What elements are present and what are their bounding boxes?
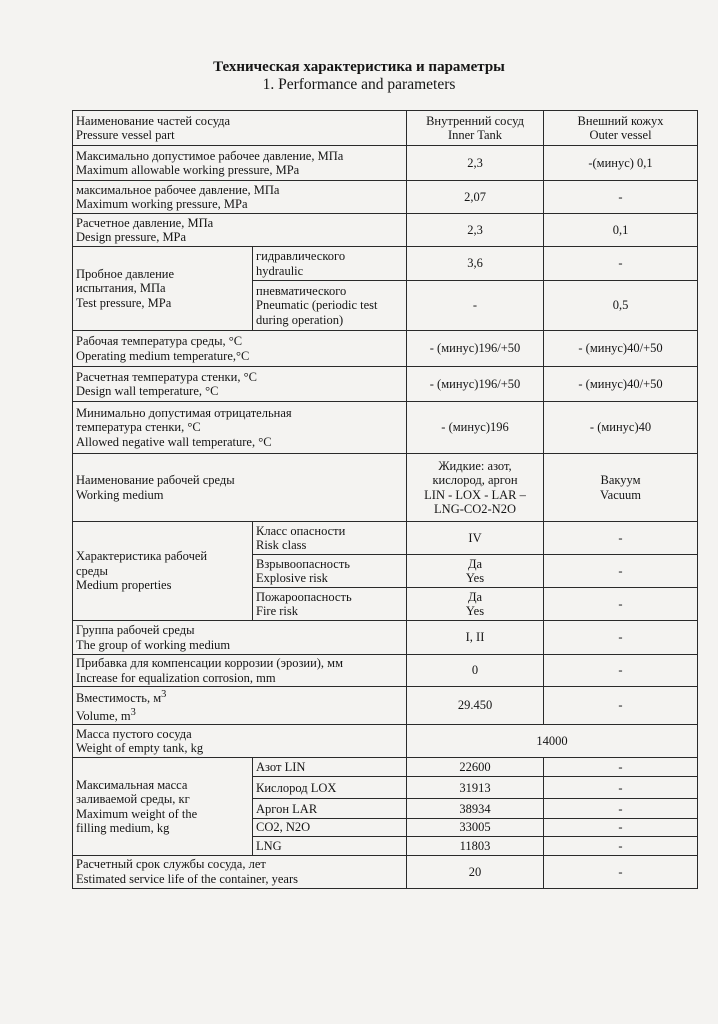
volume-inner: 29.450 bbox=[407, 687, 544, 725]
design-wall-temp-outer: - (минус)40/+50 bbox=[544, 367, 698, 402]
pneumatic-label bbox=[253, 281, 407, 331]
specification-table bbox=[72, 110, 698, 889]
design-pressure-en: Design pressure, MPa bbox=[76, 230, 187, 244]
min-wall-temp-en: Allowed negative wall temperature, °С bbox=[76, 434, 272, 449]
header-outer-ru: Внешний кожух bbox=[577, 113, 664, 128]
header-outer-cell bbox=[544, 111, 698, 146]
table-row bbox=[73, 855, 698, 888]
volume-ru-sup: 3 bbox=[161, 689, 167, 700]
design-pressure-label bbox=[73, 214, 407, 247]
filling-item-inner: 11803 bbox=[407, 836, 544, 855]
fire-risk-en: Fire risk bbox=[256, 604, 299, 618]
corrosion-ru: Прибавка для компенсации коррозии (эрозии), мм bbox=[76, 656, 343, 670]
filling-item-outer: - bbox=[544, 777, 698, 799]
design-wall-temp-ru: Расчетная температура стенки, °С bbox=[76, 369, 257, 384]
fire-risk-label bbox=[253, 588, 407, 621]
risk-class-label bbox=[253, 522, 407, 555]
pneumatic-outer: 0,5 bbox=[544, 281, 698, 331]
filling-item-inner: 33005 bbox=[407, 819, 544, 837]
table-row bbox=[73, 214, 698, 247]
volume-outer: - bbox=[544, 687, 698, 725]
explosive-inner-ru: Да bbox=[467, 556, 483, 571]
volume-en-sup: 3 bbox=[130, 706, 136, 718]
fire-risk-inner bbox=[407, 588, 544, 621]
table-row bbox=[73, 367, 698, 402]
volume-label bbox=[73, 687, 407, 725]
design-pressure-ru: Расчетное давление, МПа bbox=[76, 215, 214, 230]
filling-item-label: LNG bbox=[253, 836, 407, 855]
filling-item-label: Кислород LOX bbox=[253, 777, 407, 799]
max-working-label bbox=[73, 181, 407, 214]
empty-mass-en: Weight of empty tank, kg bbox=[76, 741, 204, 756]
filling-item-outer: - bbox=[544, 758, 698, 777]
working-medium-outer bbox=[544, 454, 698, 522]
volume-en: Volume, m bbox=[76, 708, 131, 723]
table-row bbox=[73, 247, 698, 281]
filling-item-outer: - bbox=[544, 819, 698, 837]
corrosion-outer: - bbox=[544, 655, 698, 687]
test-pressure-label bbox=[73, 247, 253, 331]
group-en: The group of working medium bbox=[76, 637, 231, 652]
min-wall-temp-ru2: температура стенки, °С bbox=[76, 420, 201, 435]
table-row bbox=[73, 402, 698, 454]
header-inner-en: Inner Tank bbox=[447, 128, 503, 142]
min-wall-temp-outer: - (минус)40 bbox=[544, 402, 698, 454]
hydraulic-ru: гидравлического bbox=[256, 249, 346, 263]
max-working-ru: максимальное рабочее давление, МПа bbox=[76, 182, 280, 197]
filling-label bbox=[73, 758, 253, 856]
explosive-risk-en: Explosive risk bbox=[256, 571, 328, 585]
header-part-en: Pressure vessel part bbox=[76, 128, 175, 142]
working-medium-outer-ru: Вакуум bbox=[600, 473, 641, 487]
max-allowable-outer: -(минус) 0,1 bbox=[544, 146, 698, 181]
pneumatic-en2: during operation) bbox=[256, 312, 344, 327]
volume-ru-line bbox=[76, 688, 403, 706]
hydraulic-inner: 3,6 bbox=[407, 247, 544, 281]
table-header-row bbox=[73, 111, 698, 146]
explosive-risk-ru: Взрывоопасность bbox=[256, 556, 350, 571]
min-wall-temp-inner: - (минус)196 bbox=[407, 402, 544, 454]
fire-inner-en: Yes bbox=[465, 604, 485, 618]
max-allowable-ru: Максимально допустимое рабочее давление, МПа bbox=[76, 148, 344, 163]
service-life-ru: Расчетный срок службы сосуда, лет bbox=[76, 857, 266, 872]
empty-mass-value: 14000 bbox=[407, 725, 698, 758]
table-row bbox=[73, 655, 698, 687]
header-part-ru: Наименование частей сосуда bbox=[76, 113, 231, 128]
operating-temp-en: Operating medium temperature,°С bbox=[76, 348, 250, 363]
risk-class-en: Risk class bbox=[256, 538, 307, 552]
table-row bbox=[73, 454, 698, 522]
corrosion-label bbox=[73, 655, 407, 687]
working-medium-en: Working medium bbox=[76, 487, 164, 502]
fire-risk-ru: Пожароопасность bbox=[256, 589, 352, 604]
filling-item-inner: 38934 bbox=[407, 799, 544, 819]
working-medium-inner1: Жидкие: азот, bbox=[438, 458, 512, 473]
medium-properties-ru2: среды bbox=[76, 563, 108, 578]
design-wall-temp-label bbox=[73, 367, 407, 402]
filling-en1: Maximum weight of the bbox=[76, 806, 198, 821]
min-wall-temp-ru1: Минимально допустимая отрицательная bbox=[76, 405, 292, 420]
volume-ru: Вместимость, м bbox=[76, 691, 162, 706]
header-outer-en: Outer vessel bbox=[589, 128, 652, 142]
working-medium-ru: Наименование рабочей среды bbox=[76, 473, 235, 487]
fire-inner-ru: Да bbox=[467, 589, 483, 604]
empty-mass-label bbox=[73, 725, 407, 758]
max-working-outer: - bbox=[544, 181, 698, 214]
medium-properties-en: Medium properties bbox=[76, 578, 172, 593]
pneumatic-ru: пневматического bbox=[256, 283, 347, 298]
design-pressure-inner: 2,3 bbox=[407, 214, 544, 247]
hydraulic-en: hydraulic bbox=[256, 263, 304, 278]
test-pressure-ru1: Пробное давление bbox=[76, 266, 175, 281]
filling-item-label: Азот LIN bbox=[253, 758, 407, 777]
working-medium-inner4: LNG-CO2-N2O bbox=[434, 502, 516, 516]
corrosion-inner: 0 bbox=[407, 655, 544, 687]
medium-properties-ru1: Характеристика рабочей bbox=[76, 549, 208, 564]
pneumatic-inner: - bbox=[407, 281, 544, 331]
table-row bbox=[73, 331, 698, 367]
table-row bbox=[73, 725, 698, 758]
table-row bbox=[73, 522, 698, 555]
risk-class-inner: IV bbox=[407, 522, 544, 555]
filling-item-outer: - bbox=[544, 836, 698, 855]
service-life-inner: 20 bbox=[407, 855, 544, 888]
service-life-outer: - bbox=[544, 855, 698, 888]
test-pressure-en: Test pressure, MPa bbox=[76, 295, 172, 310]
design-pressure-outer: 0,1 bbox=[544, 214, 698, 247]
filling-item-label: Аргон LAR bbox=[253, 799, 407, 819]
title-en: 1. Performance and parameters bbox=[262, 76, 456, 93]
header-inner-cell bbox=[407, 111, 544, 146]
title-ru: Техническая характеристика и параметры bbox=[213, 59, 505, 75]
working-medium-outer-en: Vacuum bbox=[600, 487, 641, 502]
explosive-risk-outer: - bbox=[544, 555, 698, 588]
filling-item-inner: 22600 bbox=[407, 758, 544, 777]
risk-class-ru: Класс опасности bbox=[256, 523, 346, 538]
header-part-cell bbox=[73, 111, 407, 146]
max-allowable-label bbox=[73, 146, 407, 181]
hydraulic-label bbox=[253, 247, 407, 281]
service-life-en: Estimated service life of the container, years bbox=[76, 871, 298, 886]
max-working-en: Maximum working pressure, MPa bbox=[76, 197, 248, 211]
explosive-risk-label bbox=[253, 555, 407, 588]
filling-ru2: заливаемой среды, кг bbox=[76, 792, 190, 807]
corrosion-en: Increase for equalization corrosion, mm bbox=[76, 670, 276, 685]
filling-en2: filling medium, kg bbox=[76, 821, 170, 836]
risk-class-outer: - bbox=[544, 522, 698, 555]
explosive-inner-en: Yes bbox=[465, 571, 485, 585]
working-medium-inner3: LIN - LOX - LAR – bbox=[424, 487, 526, 502]
table-row bbox=[73, 758, 698, 777]
operating-temp-label bbox=[73, 331, 407, 367]
operating-temp-ru: Рабочая температура среды, °С bbox=[76, 334, 243, 348]
table-row bbox=[73, 621, 698, 655]
filling-item-inner: 31913 bbox=[407, 777, 544, 799]
max-allowable-inner: 2,3 bbox=[407, 146, 544, 181]
test-pressure-ru2: испытания, МПа bbox=[76, 281, 166, 296]
design-wall-temp-en: Design wall temperature, °С bbox=[76, 384, 219, 398]
fire-risk-outer: - bbox=[544, 588, 698, 621]
hydraulic-outer: - bbox=[544, 247, 698, 281]
working-medium-label bbox=[73, 454, 407, 522]
table-row bbox=[73, 687, 698, 725]
working-medium-inner bbox=[407, 454, 544, 522]
operating-temp-outer: - (минус)40/+50 bbox=[544, 331, 698, 367]
group-outer: - bbox=[544, 621, 698, 655]
header-inner-ru: Внутренний сосуд bbox=[426, 113, 524, 128]
group-ru: Группа рабочей среды bbox=[76, 623, 195, 637]
design-wall-temp-inner: - (минус)196/+50 bbox=[407, 367, 544, 402]
working-medium-inner2: кислород, аргон bbox=[432, 473, 518, 487]
min-wall-temp-label bbox=[73, 402, 407, 454]
table-row bbox=[73, 181, 698, 214]
pneumatic-en1: Pneumatic (periodic test bbox=[256, 298, 378, 313]
filling-item-outer: - bbox=[544, 799, 698, 819]
service-life-label bbox=[73, 855, 407, 888]
medium-properties-label bbox=[73, 522, 253, 621]
table-row bbox=[73, 146, 698, 181]
filling-item-label: CO2, N2O bbox=[253, 819, 407, 837]
volume-en-line bbox=[76, 706, 403, 724]
filling-ru1: Максимальная масса bbox=[76, 777, 188, 792]
group-label bbox=[73, 621, 407, 655]
max-allowable-en: Maximum allowable working pressure, MPa bbox=[76, 163, 300, 177]
page-title bbox=[0, 58, 718, 94]
group-inner: I, II bbox=[407, 621, 544, 655]
explosive-risk-inner bbox=[407, 555, 544, 588]
max-working-inner: 2,07 bbox=[407, 181, 544, 214]
empty-mass-ru: Масса пустого сосуда bbox=[76, 726, 192, 741]
operating-temp-inner: - (минус)196/+50 bbox=[407, 331, 544, 367]
